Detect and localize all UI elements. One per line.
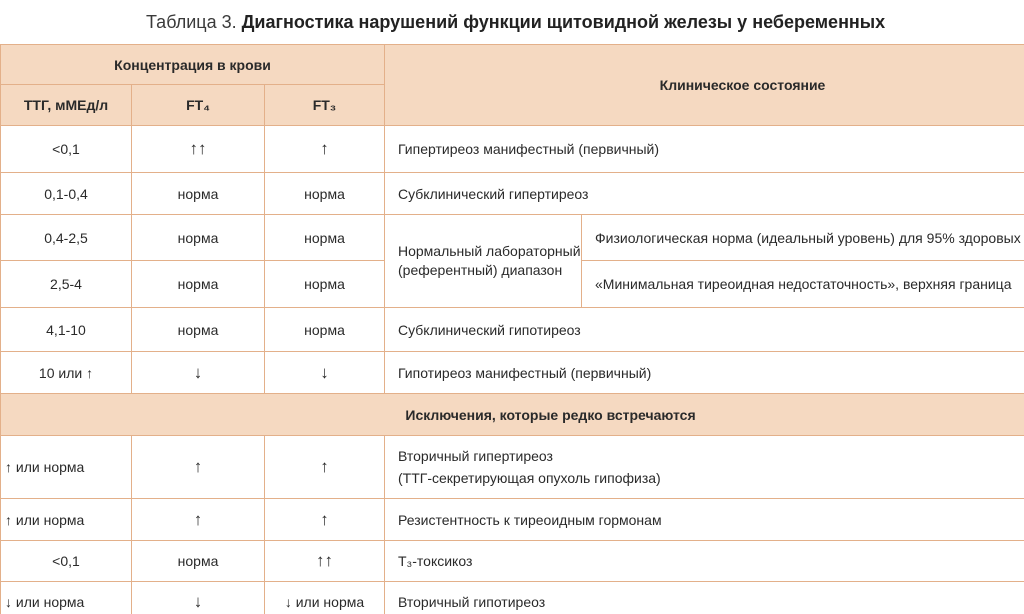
ft3-cell: ↓ или норма <box>265 582 385 614</box>
clinical-state-header: Клиническое состояние <box>385 45 1024 126</box>
table-row <box>1 541 1024 582</box>
tsh-cell: 0,4-2,5 <box>1 215 132 261</box>
tsh-cell: 2,5-4 <box>1 261 132 308</box>
tsh-cell: ↓ или норма <box>1 582 132 614</box>
ft4-cell: ↑ <box>132 436 265 499</box>
detail-cell: «Минимальная тиреоидная недостаточность», верхняя граница <box>582 261 1024 308</box>
state-cell: Гипертиреоз манифестный (первичный) <box>385 126 1024 173</box>
ft4-cell: ↑↑ <box>132 126 265 173</box>
exceptions-header-row <box>1 394 1024 436</box>
ft4-cell: норма <box>132 215 265 261</box>
header-row-top <box>1 45 1024 85</box>
title-main: Диагностика нарушений функции щитовидной железы у небеременных <box>241 12 886 32</box>
ft4-cell: норма <box>132 308 265 352</box>
ft4-cell: норма <box>132 261 265 308</box>
reference-range-cell: Нормальный лабораторный (референтный) диапазон <box>385 215 582 308</box>
ft4-cell: норма <box>132 173 265 215</box>
diagnostics-table <box>0 44 1024 614</box>
table-row <box>1 352 1024 394</box>
ft3-cell: ↑ <box>265 126 385 173</box>
ft4-cell: ↓ <box>132 582 265 614</box>
table-row <box>1 308 1024 352</box>
detail-cell: Физиологическая норма (идеальный уровень) для 95% здоровых <box>582 215 1024 261</box>
state-cell <box>385 436 1024 499</box>
table-row <box>1 582 1024 614</box>
table-row <box>1 436 1024 499</box>
tsh-cell: 4,1-10 <box>1 308 132 352</box>
ft3-header: FT₃ <box>265 85 385 126</box>
ft3-cell: норма <box>265 215 385 261</box>
ft4-cell: ↑ <box>132 499 265 541</box>
ft4-cell: ↓ <box>132 352 265 394</box>
tsh-cell: ↑ или норма <box>1 499 132 541</box>
ft3-cell: ↑ <box>265 436 385 499</box>
state-cell: Субклинический гипотиреоз <box>385 308 1024 352</box>
table-row <box>1 126 1024 173</box>
ft3-cell: ↓ <box>265 352 385 394</box>
tsh-cell: <0,1 <box>1 541 132 582</box>
table-row <box>1 499 1024 541</box>
tsh-cell: 0,1-0,4 <box>1 173 132 215</box>
title-prefix: Таблица 3. <box>146 12 242 32</box>
ft3-cell: норма <box>265 308 385 352</box>
table-row <box>1 215 1024 261</box>
state-cell: Резистентность к тиреоидным гормонам <box>385 499 1024 541</box>
state-cell: Вторичный гипотиреоз <box>385 582 1024 614</box>
exceptions-header: Исключения, которые редко встречаются <box>1 394 1024 436</box>
ft3-cell: ↑↑ <box>265 541 385 582</box>
tsh-header: ТТГ, мМЕд/л <box>1 85 132 126</box>
ft4-cell: норма <box>132 541 265 582</box>
ft3-cell: норма <box>265 173 385 215</box>
state-cell: Субклинический гипертиреоз <box>385 173 1024 215</box>
tsh-cell: 10 или ↑ <box>1 352 132 394</box>
state-line-2: (ТТГ-секретирующая опухоль гипофиза) <box>398 470 661 486</box>
tsh-cell: ↑ или норма <box>1 436 132 499</box>
table-title <box>0 0 1024 44</box>
ft3-cell: норма <box>265 261 385 308</box>
ft3-cell: ↑ <box>265 499 385 541</box>
tsh-cell: <0,1 <box>1 126 132 173</box>
state-cell: Гипотиреоз манифестный (первичный) <box>385 352 1024 394</box>
state-line-1: Вторичный гипертиреоз <box>398 448 553 464</box>
ft4-header: FT₄ <box>132 85 265 126</box>
state-cell: T₃-токсикоз <box>385 541 1024 582</box>
concentration-header: Концентрация в крови <box>1 45 385 85</box>
table-row <box>1 173 1024 215</box>
